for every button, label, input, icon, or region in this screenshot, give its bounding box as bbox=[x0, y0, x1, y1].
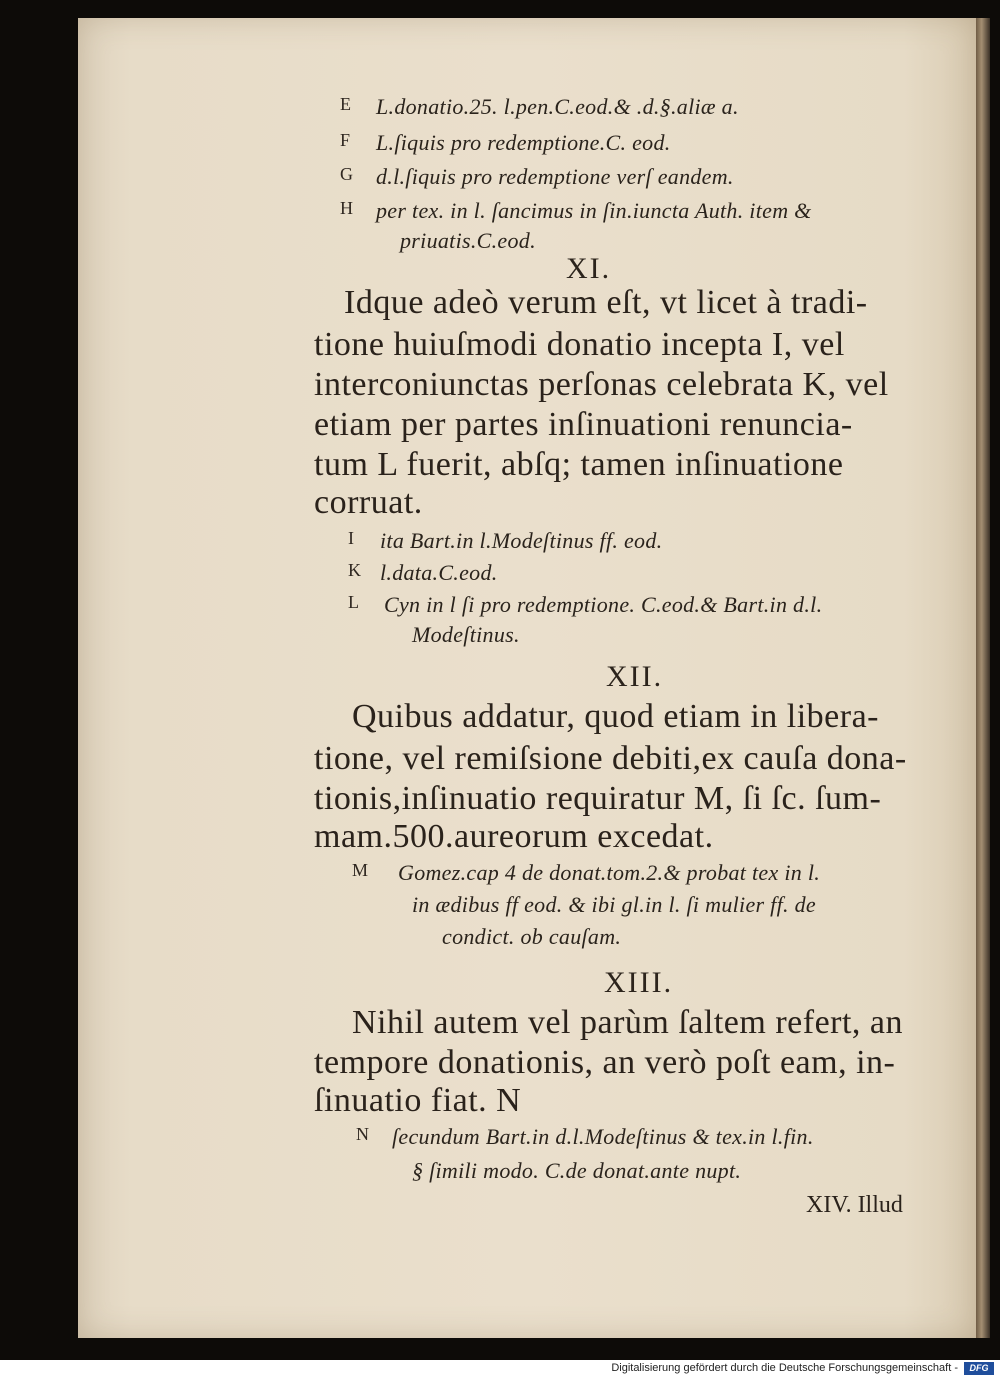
body-line: interconiunctas perſonas celebrata K, vel bbox=[314, 366, 889, 403]
note-continuation: priuatis.C.eod. bbox=[400, 228, 536, 253]
body-line: etiam per partes inſinuationi renuncia- bbox=[314, 406, 853, 443]
body-line: mam.500.aureorum excedat. bbox=[314, 818, 714, 855]
note-text: d.l.ſiquis pro redemptione verſ eandem. bbox=[376, 164, 734, 189]
body-line: corruat. bbox=[314, 484, 423, 521]
body-line: tionis,inſinuatio requiratur M, ſi ſc. ſum- bbox=[314, 780, 882, 817]
note-letter: H bbox=[340, 198, 354, 218]
note-letter: I bbox=[348, 528, 355, 548]
note-letter: E bbox=[340, 94, 352, 114]
body-line: tum L fuerit, abſq; tamen inſinuatione bbox=[314, 446, 844, 483]
section-heading-xii: XII. bbox=[606, 660, 664, 693]
note-letter: K bbox=[348, 560, 362, 580]
note-text: l.data.C.eod. bbox=[380, 560, 498, 585]
section-heading-xi: XI. bbox=[566, 252, 612, 285]
body-line: tempore donationis, an verò poſt eam, in- bbox=[314, 1044, 896, 1081]
note-continuation: Modeſtinus. bbox=[412, 622, 520, 647]
note-text: L.ſiquis pro redemptione.C. eod. bbox=[376, 130, 671, 155]
note-letter: F bbox=[340, 130, 351, 150]
body-line: Idque adeò verum eſt, vt licet à tradi- bbox=[344, 284, 868, 321]
page-edge bbox=[976, 18, 990, 1338]
note-text: Gomez.cap 4 de donat.tom.2.& probat tex in l. bbox=[398, 860, 821, 885]
note-letter: L bbox=[348, 592, 360, 612]
footer-credit: Digitalisierung gefördert durch die Deutsche Forschungsgemeinschaft - bbox=[611, 1362, 958, 1374]
note-text: L.donatio.25. l.pen.C.eod.& .d.§.aliæ a. bbox=[376, 94, 739, 119]
dfg-logo: DFG bbox=[964, 1362, 994, 1375]
note-text: Cyn in l ſi pro redemptione. C.eod.& Bart.in d.l. bbox=[384, 592, 823, 617]
body-line: ſinuatio fiat. N bbox=[314, 1082, 522, 1119]
body-line: tione huiuſmodi donatio incepta I, vel bbox=[314, 326, 845, 363]
note-letter: M bbox=[352, 860, 369, 880]
catchword: XIV. Illud bbox=[806, 1192, 903, 1218]
note-continuation: in ædibus ff eod. & ibi gl.in l. ſi mulier ff. de bbox=[412, 892, 816, 917]
note-continuation: condict. ob cauſam. bbox=[442, 924, 622, 949]
note-letter: G bbox=[340, 164, 354, 184]
note-continuation: § ſimili modo. C.de donat.ante nupt. bbox=[412, 1158, 742, 1183]
note-letter: N bbox=[356, 1124, 370, 1144]
note-text: per tex. in l. ſancimus in ſin.iuncta Auth. item & bbox=[376, 198, 812, 223]
body-line: tione, vel remiſsione debiti,ex cauſa dona- bbox=[314, 740, 907, 777]
section-heading-xiii: XIII. bbox=[604, 966, 674, 999]
body-line: Quibus addatur, quod etiam in libera- bbox=[352, 698, 880, 735]
note-text: ſecundum Bart.in d.l.Modeſtinus & tex.in l.fin. bbox=[392, 1124, 814, 1149]
body-line: Nihil autem vel parùm ſaltem refert, an bbox=[352, 1004, 904, 1041]
note-text: ita Bart.in l.Modeſtinus ff. eod. bbox=[380, 528, 663, 553]
